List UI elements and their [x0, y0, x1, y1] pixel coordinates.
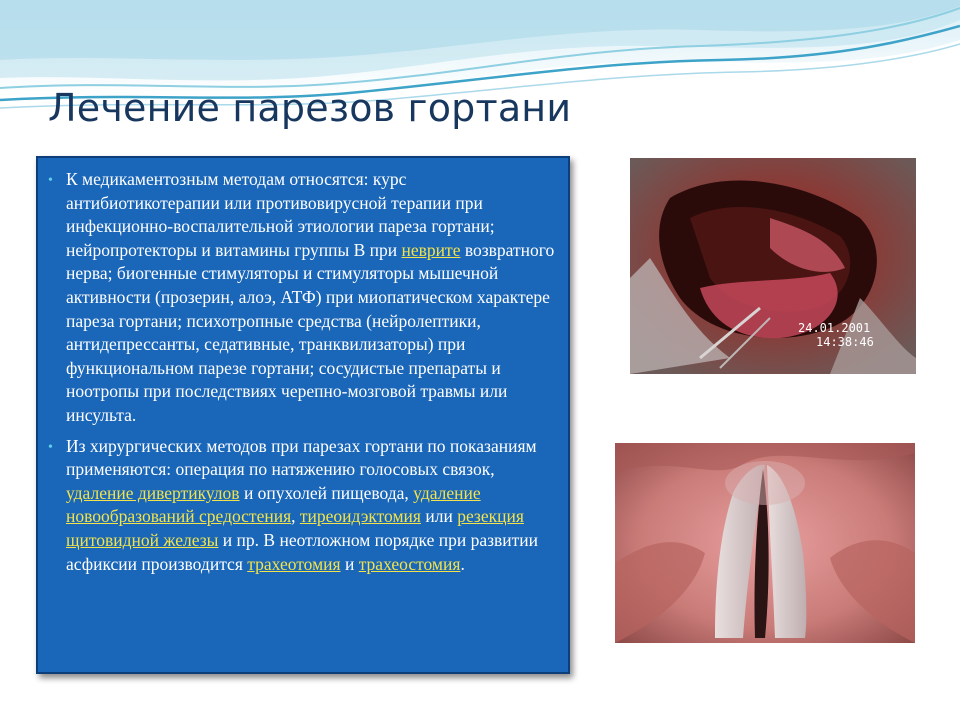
text-segment: К медикаментозным методам относятся: курс антибиотикотерапии или противовирусной терапии при инфекционно-воспалительной этиологии пареза гортани; нейропротекторы и витамины группы В при: [66, 169, 495, 260]
link-nevrit[interactable]: неврите: [401, 239, 461, 260]
text-segment: и: [340, 553, 359, 574]
text-segment: .: [460, 553, 465, 574]
bullet-medication: [48, 168, 558, 428]
bullet-surgery: [48, 435, 558, 577]
bullet-marker-icon: •: [48, 173, 53, 188]
text-segment: или: [420, 506, 458, 527]
link-tireoidektomiya[interactable]: тиреоидэктомия: [299, 506, 421, 527]
photo-timestamp-date: 24.01.2001: [798, 321, 871, 335]
link-rezekciya[interactable]: резекция щитовидной железы: [66, 506, 524, 550]
bullet-marker-icon: •: [48, 439, 53, 455]
text-segment: Из хирургических методов при парезах гортани по показаниям применяются: операция по натяжению голосовых связок,: [66, 435, 537, 480]
photo-timestamp-time: 14:38:46: [816, 335, 874, 349]
link-sredostenie[interactable]: удаление новообразований средостения: [66, 482, 481, 527]
larynx-photo: [615, 443, 915, 643]
text-segment: ,: [291, 506, 300, 527]
link-divertikuly[interactable]: удаление дивертикулов: [66, 482, 240, 503]
link-traheostomiya[interactable]: трахеостомия: [358, 553, 461, 574]
content-box: [36, 156, 570, 674]
surgery-photo: [630, 158, 916, 374]
text-segment: и опухолей пищевода,: [239, 482, 414, 503]
link-traheotomiya[interactable]: трахеотомия: [247, 553, 341, 574]
text-segment: возвратного нерва; биогенные стимуляторы и стимуляторы мышечной активности (прозерин, алоэ, АТФ) при миопатическом характере пареза гортани; психотропные средства (нейролептики, антидепрессанты, седативные, транквилизаторы) при функциональном парезе гортани; сосудистые препараты и ноотропы при последствиях черепно-мозговой травмы или инсульта.: [66, 239, 555, 425]
slide-title: Лечение парезов гортани: [48, 86, 572, 130]
text-segment: и пр. В неотложном порядке при развитии асфиксии производится: [66, 529, 539, 574]
